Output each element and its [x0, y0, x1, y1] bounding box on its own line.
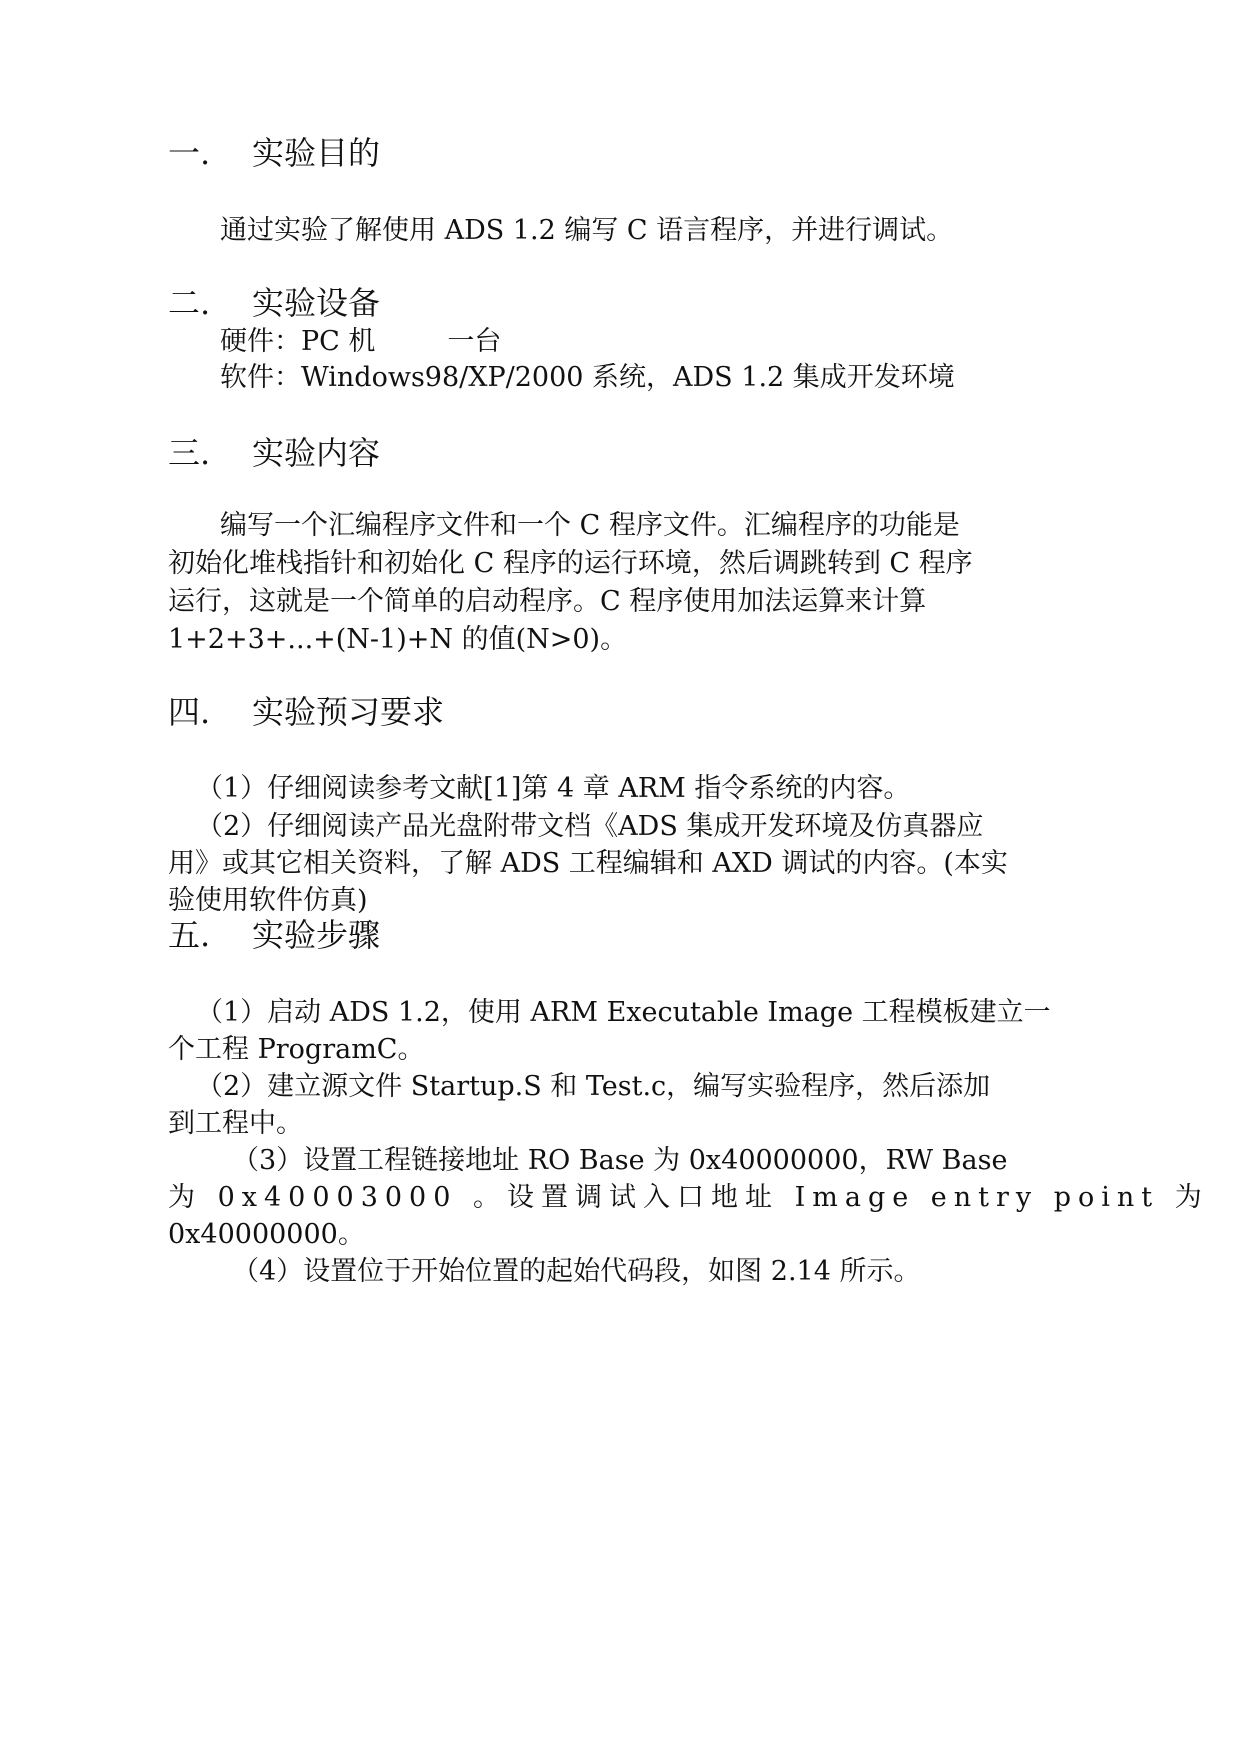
section-title: 实验预习要求 — [252, 693, 445, 731]
purpose-text: 通过实验了解使用 ADS 1.2 编写 C 语言程序，并进行调试。 — [220, 215, 954, 246]
step-line: 个工程 ProgramC。 — [168, 1034, 425, 1065]
prep-line: 用》或其它相关资料，了解 ADS 工程编辑和 AXD 调试的内容。(本实 — [168, 848, 1008, 879]
content-line: 编写一个汇编程序文件和一个 C 程序文件。汇编程序的功能是 — [220, 510, 960, 541]
section-number: 五. — [168, 916, 211, 954]
step-line: （2）建立源文件 Startup.S 和 Test.c，编写实验程序，然后添加 — [196, 1071, 991, 1102]
prep-line: （1）仔细阅读参考文献[1]第 4 章 ARM 指令系统的内容。 — [196, 773, 911, 804]
step-line: （4）设置位于开始位置的起始代码段，如图 2.14 所示。 — [232, 1256, 921, 1287]
section-number: 一. — [168, 134, 211, 172]
step-line: 为 0x40003000 。设置调试入口地址 Image entry point 为 — [168, 1182, 1209, 1213]
software-line: 软件：Windows98/XP/2000 系统，ADS 1.2 集成开发环境 — [220, 362, 955, 393]
hardware-line — [220, 325, 501, 359]
step-line: （3）设置工程链接地址 RO Base 为 0x40000000，RW Base — [232, 1145, 1008, 1176]
section-heading-4 — [168, 693, 444, 731]
step-line: 0x40000000。 — [168, 1219, 365, 1250]
section-title: 实验内容 — [252, 434, 381, 472]
section-number: 四. — [168, 693, 211, 731]
hardware-label: 硬件：PC 机 — [220, 326, 376, 357]
prep-line: 验使用软件仿真) — [168, 885, 368, 916]
content-line: 1+2+3+...+(N-1)+N 的值(N>0)。 — [168, 624, 628, 655]
hardware-qty: 一台 — [447, 326, 502, 357]
section-title: 实验目的 — [252, 134, 381, 172]
section-number: 二. — [168, 284, 211, 322]
step-line: （1）启动 ADS 1.2，使用 ARM Executable Image 工程模板建立一 — [196, 997, 1051, 1028]
section-heading-1 — [168, 134, 380, 172]
section-heading-3 — [168, 434, 380, 472]
content-line: 初始化堆栈指针和初始化 C 程序的运行环境，然后调跳转到 C 程序 — [168, 548, 973, 579]
content-line: 运行，这就是一个简单的启动程序。C 程序使用加法运算来计算 — [168, 586, 927, 617]
section-title: 实验步骤 — [252, 916, 381, 954]
section-title: 实验设备 — [252, 284, 381, 322]
step-line: 到工程中。 — [168, 1108, 303, 1139]
section-heading-5 — [168, 916, 380, 954]
section-number: 三. — [168, 434, 211, 472]
section-heading-2 — [168, 284, 380, 322]
prep-line: （2）仔细阅读产品光盘附带文档《ADS 集成开发环境及仿真器应 — [196, 811, 984, 842]
